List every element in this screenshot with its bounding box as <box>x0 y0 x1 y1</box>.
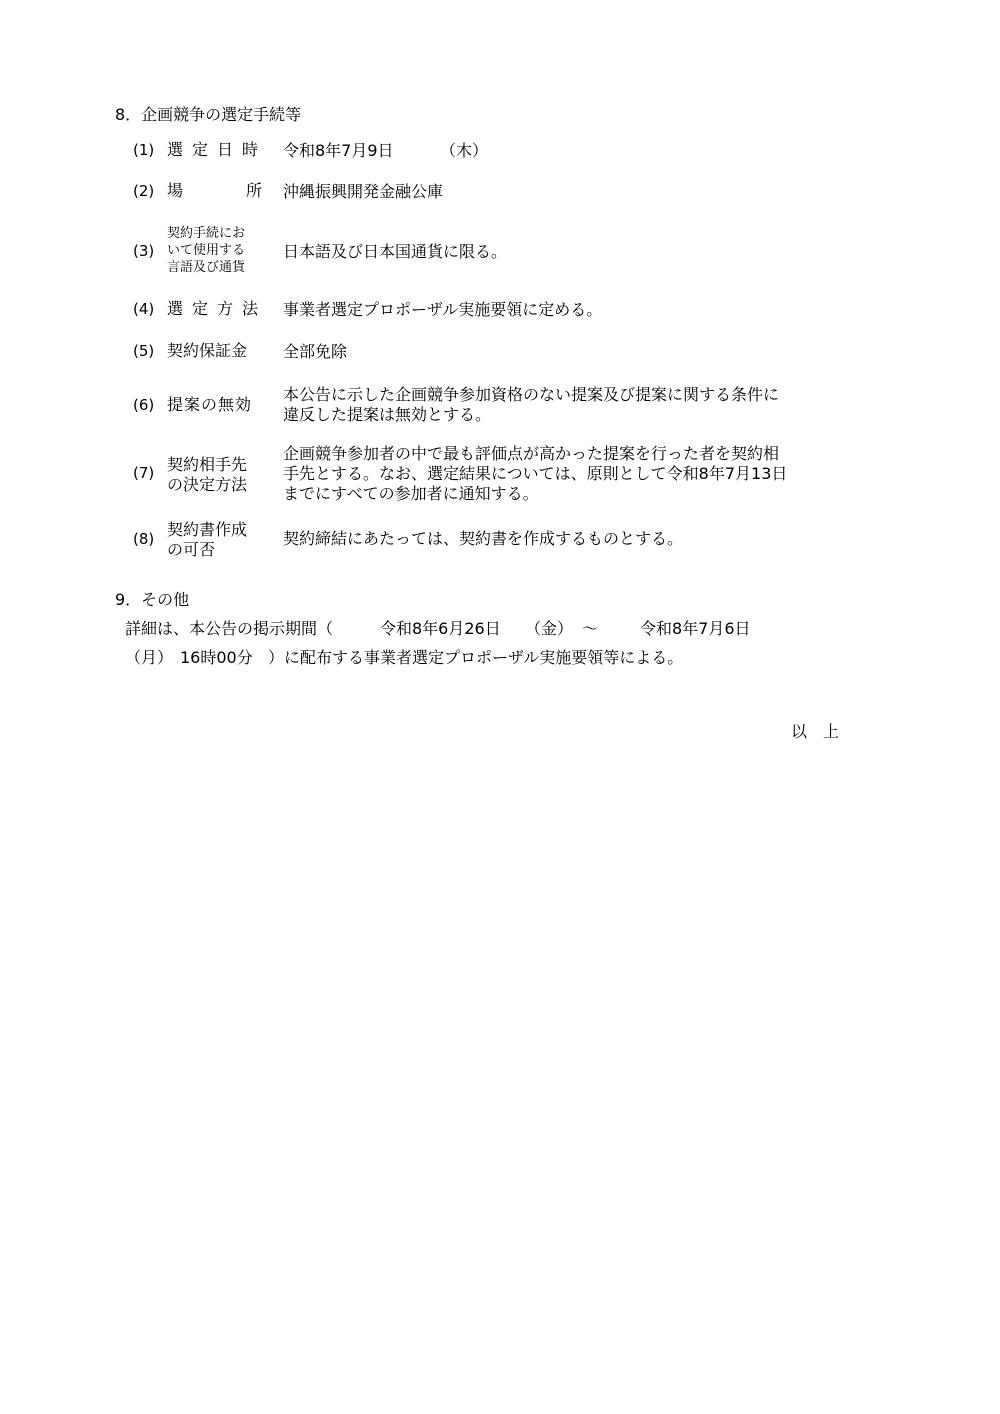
item-7-label-line-1: 契約相手先 <box>167 455 248 474</box>
item-3-label-line-1: 契約手続にお <box>167 226 246 241</box>
item-7-value-line-3: までにすべての参加者に通知する。 <box>283 484 539 503</box>
item-5-label: 契約保証金 <box>167 341 248 360</box>
item-3-number: (3) <box>133 242 155 260</box>
section-9-start-date: 令和8年6月26日 <box>380 619 501 638</box>
item-8-number: (8) <box>133 530 155 548</box>
item-3-label-line-3: 言語及び通貨 <box>167 260 246 275</box>
item-5-number: (5) <box>133 342 155 360</box>
item-2-label-left: 場 <box>167 181 184 200</box>
item-7-value-line-1: 企画競争参加者の中で最も評価点が高かった提案を行った者を契約相 <box>283 444 780 463</box>
item-5-value: 全部免除 <box>283 342 348 361</box>
section-9-tilde: ～ <box>582 619 599 638</box>
item-6-number: (6) <box>133 396 155 414</box>
item-2-value: 沖縄振興開発金融公庫 <box>283 182 444 201</box>
item-7-label-line-2: の決定方法 <box>167 475 248 494</box>
item-1-date: 令和8年7月9日 <box>283 141 394 160</box>
section-9-heading: 9．その他 <box>115 590 190 609</box>
item-1-day: （木） <box>440 141 489 160</box>
item-2-label-right: 所 <box>246 181 263 200</box>
section-9-end-time: 16時00分 <box>180 648 253 667</box>
section-9-line-1-prefix: 詳細は、本公告の掲示期間（ <box>125 619 334 638</box>
item-8-label-line-1: 契約書作成 <box>167 520 248 539</box>
section-9-end-date: 令和8年7月6日 <box>640 619 751 638</box>
item-1-label: 選定日時 <box>167 140 268 159</box>
item-4-label: 選定方法 <box>167 299 268 318</box>
item-6-label: 提案の無効 <box>167 395 253 414</box>
item-7-number: (7) <box>133 464 155 482</box>
section-8-heading: 8．企画競争の選定手続等 <box>115 105 302 124</box>
item-3-value: 日本語及び日本国通貨に限る。 <box>283 242 508 261</box>
section-9-start-day: （金） <box>525 619 574 638</box>
item-8-value: 契約締結にあたっては、契約書を作成するものとする。 <box>283 529 684 548</box>
section-9-end-day: （月） <box>125 648 174 667</box>
item-8-label-line-2: の可否 <box>167 540 216 559</box>
item-4-value: 事業者選定プロポーザル実施要領に定める。 <box>283 300 603 319</box>
item-1-number: (1) <box>133 141 155 159</box>
item-4-number: (4) <box>133 300 155 318</box>
item-2-number: (2) <box>133 182 155 200</box>
closing-text: 以 上 <box>791 722 840 741</box>
item-6-value-line-1: 本公告に示した企画競争参加資格のない提案及び提案に関する条件に <box>283 385 780 404</box>
item-6-value-line-2: 違反した提案は無効とする。 <box>283 405 492 424</box>
section-9-line-2-suffix: ）に配布する事業者選定プロポーザル実施要領等による。 <box>268 648 684 667</box>
item-7-value-line-2: 手先とする。なお、選定結果については、原則として令和8年7月13日 <box>283 464 788 483</box>
item-3-label-line-2: いて使用する <box>167 243 246 258</box>
